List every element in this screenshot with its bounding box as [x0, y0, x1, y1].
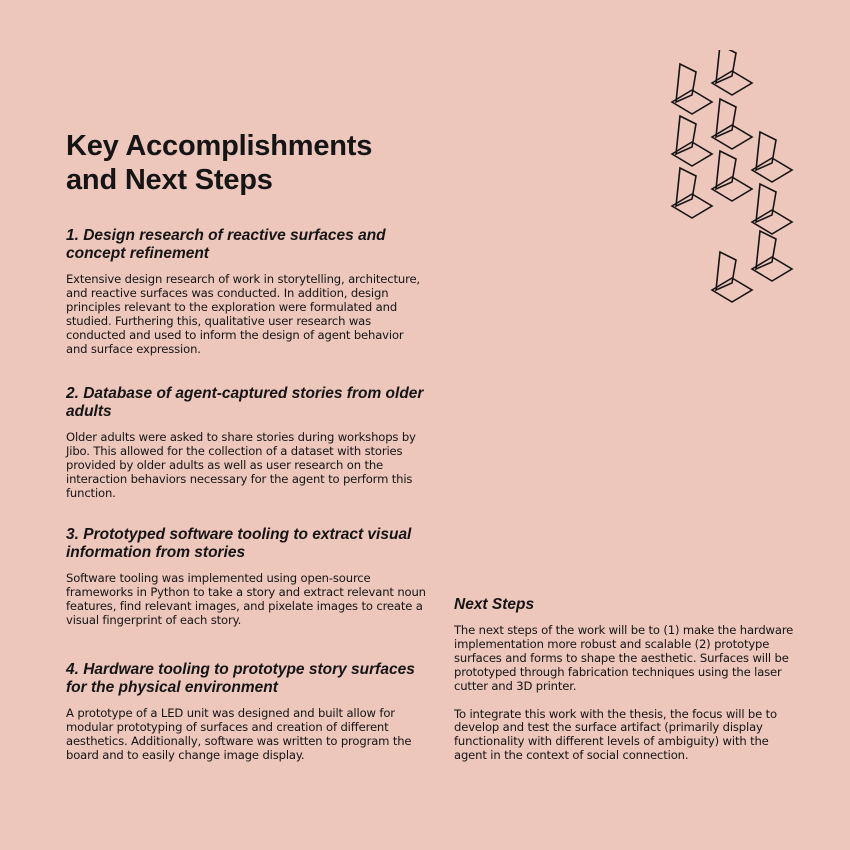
next-steps [454, 596, 794, 777]
next-steps-heading: Next Steps [454, 596, 535, 613]
next-steps-paragraph: To integrate this work with the thesis, the focus will be to develop and test the surface artifact (primarily display functionality with different levels of ambiguity) with the agent in the context of social connection. [454, 706, 777, 763]
accomplishment-3 [66, 526, 428, 628]
chair-surface-icon [712, 252, 752, 302]
chair-surface-icon [672, 168, 712, 218]
chair-surface-icon-group [660, 50, 810, 320]
chair-surface-icon [712, 50, 752, 95]
accomplishment-body: A prototype of a LED unit was designed and built allow for modular prototyping of surfaces and creation of different aesthetics. Additionally, software was written to program the board and to easily change image display. [66, 706, 412, 762]
chair-surface-icon [752, 231, 792, 281]
page-title: Key Accomplishments and Next Steps [66, 130, 373, 196]
chair-surface-icon [752, 184, 792, 234]
accomplishment-heading: 3. Prototyped software tooling to extract visual information from stories [66, 526, 412, 561]
accomplishment-4 [66, 661, 428, 763]
chair-surface-icon [752, 132, 792, 182]
next-steps-paragraph: The next steps of the work will be to (1) make the hardware implementation more robust and scalable (2) prototype surfaces and forms to shape the aesthetic. Surfaces will be prototyped through fabrication techniques using the laser cutter and 3D printer. [454, 623, 794, 693]
accomplishment-body: Older adults were asked to share stories during workshops by Jibo. This allowed for the collection of a dataset with stories provided by older adults as well as user research on the interaction behaviors necessary for the agent to perform this function. [66, 430, 416, 500]
accomplishment-heading: 1. Design research of reactive surfaces and concept refinement [66, 227, 386, 262]
chair-surface-icon [712, 151, 752, 201]
accomplishment-body: Extensive design research of work in storytelling, architecture, and reactive surfaces was conducted. In addition, design principles relevant to the exploration were formulated and studied. Furthering this, qualitative user research was conducted and used to inform the design of agent behavior and surface expression. [66, 272, 420, 356]
accomplishment-body: Software tooling was implemented using open-source frameworks in Python to take a story and extract relevant noun features, find relevant images, and pixelate images to create a visual fingerprint of each story. [66, 571, 426, 627]
chair-surface-icon [672, 64, 712, 114]
chair-surface-icon [712, 99, 752, 149]
accomplishment-heading: 2. Database of agent-captured stories from older adults [66, 385, 424, 420]
chair-surface-icon [672, 116, 712, 166]
accomplishment-2 [66, 385, 428, 501]
accomplishment-1 [66, 227, 428, 356]
accomplishment-heading: 4. Hardware tooling to prototype story surfaces for the physical environment [66, 661, 415, 696]
